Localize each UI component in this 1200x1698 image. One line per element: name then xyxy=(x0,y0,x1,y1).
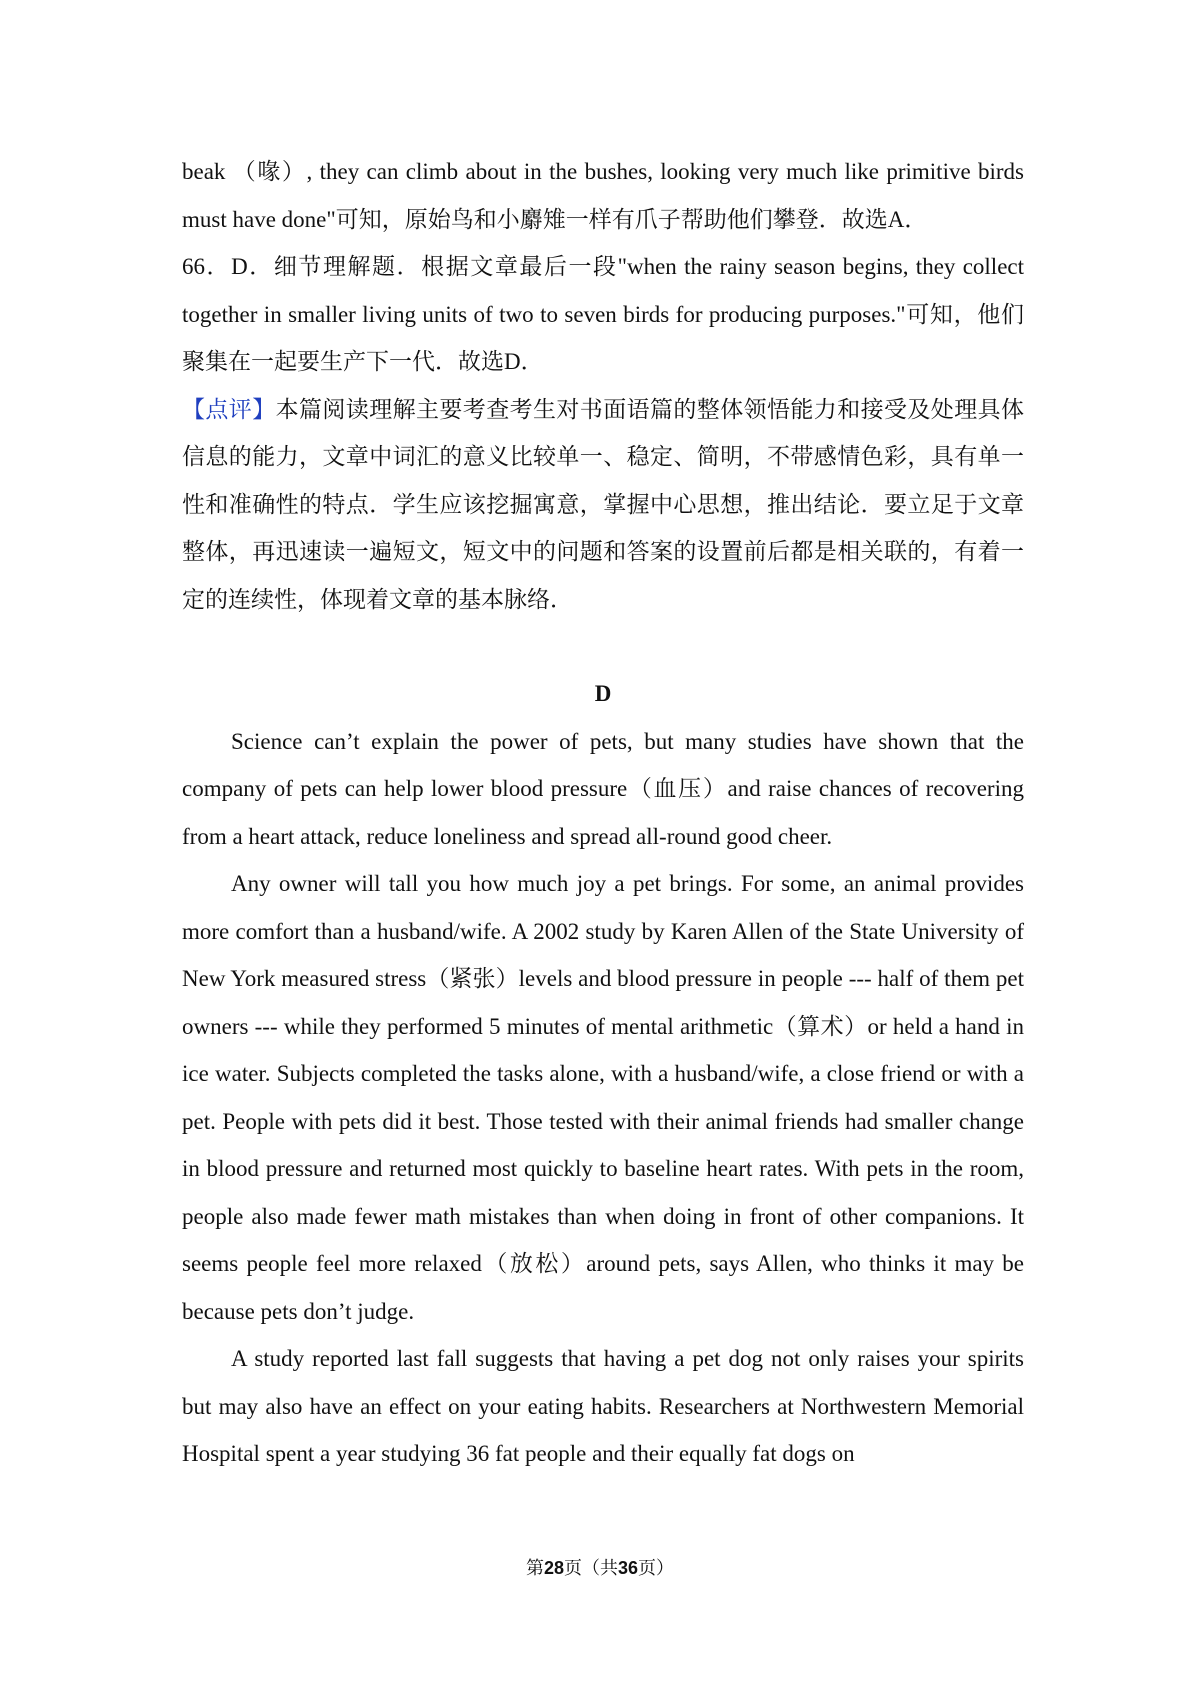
passage-paragraph-1: Science can’t explain the power of pets, but many studies have shown that the company of pets can help lower blood pressure（血压）and raise chances of recovering from a heart attack, reduce loneliness and spread all-round good cheer. xyxy=(182,728,1024,849)
comment-label: 【点评】 xyxy=(182,396,276,422)
current-page-number: 28 xyxy=(543,1558,564,1578)
passage-paragraph-2: Any owner will tall you how much joy a pet brings. For some, an animal provides more comfort than a husband/wife. A 2002 study by Karen Allen of the State University of New York measured stress（紧张）levels and blood pressure in people --- half of them pet owners --- while they performed 5 minutes of mental arithmetic（算术）or held a hand in ice water. Subjects completed the tasks alone, with a husband/wife, a close friend or with a pet. People with pets did it best. Those tested with their animal friends had smaller change in blood pressure and returned most quickly to baseline heart rates. With pets in the room, people also made fewer math mistakes than when doing in front of other companions. It seems people feel more relaxed（放松）around pets, says Allen, who thinks it may be because pets don’t judge. xyxy=(182,871,1024,1324)
page-content xyxy=(182,148,1024,1478)
comment-paragraph xyxy=(182,386,1024,624)
section-title: D xyxy=(594,681,612,706)
comment-text: 本篇阅读理解主要考查考生对书面语篇的整体领悟能力和接受及处理具体信息的能力，文章中词汇的意义比较单一、稳定、简明，不带感情色彩，具有单一性和准确性的特点．学生应该挖掘寓意，掌握中心思想，推出结论．要立足于文章整体，再迅速读一遍短文，短文中的问题和答案的设置前后都是相关联的，有着一定的连续性，体现着文章的基本脉络． xyxy=(182,396,1025,612)
passage-paragraph-3: A study reported last fall suggests that having a pet dog not only raises your spirits but may also have an effect on your eating habits. Researchers at Northwestern Memorial Hospital spent a year studying 36 fat people and their equally fat dogs on xyxy=(182,1346,1024,1466)
footer-suffix: 页） xyxy=(638,1558,675,1578)
answer-66-paragraph: 66．D．细节理解题．根据文章最后一段"when the rainy season begins, they collect together in smaller living units of two to seven birds for producing purposes."可知，他们聚集在一起要生产下一代．故选D． xyxy=(182,254,1024,374)
footer-middle: 页（共 xyxy=(564,1558,618,1578)
total-page-number: 36 xyxy=(618,1558,639,1578)
page-footer xyxy=(0,1556,1200,1580)
footer-prefix: 第 xyxy=(525,1558,544,1578)
answer-explanation-paragraph: beak （喙）, they can climb about in the bushes, looking very much like primitive birds must have done"可知，原始鸟和小麝雉一样有爪子帮助他们攀登．故选A． xyxy=(182,159,1024,232)
